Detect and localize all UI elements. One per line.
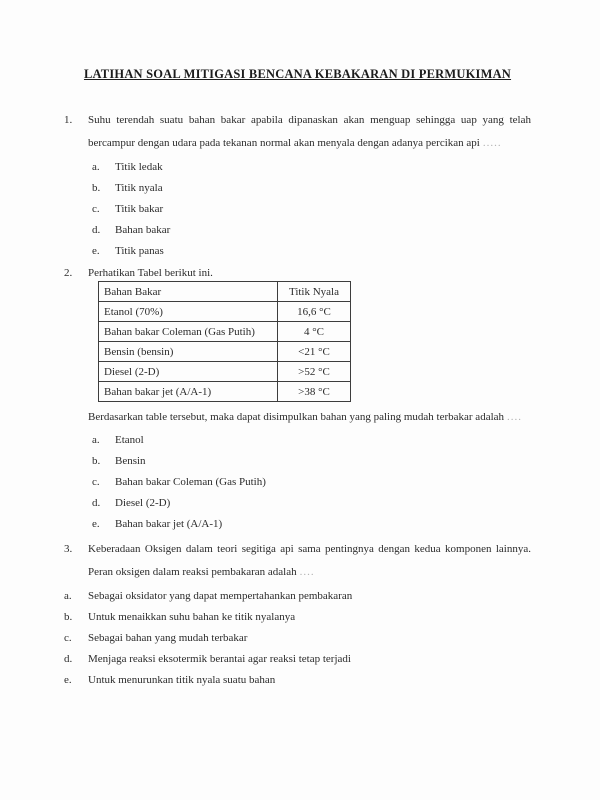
table-cell-flashpoint: >38 °C: [278, 382, 351, 402]
table-cell-fuel: Bahan bakar Coleman (Gas Putih): [99, 322, 278, 342]
question-2-row: [64, 262, 531, 285]
option-label: a.: [92, 434, 100, 446]
option-label: e.: [92, 245, 100, 257]
question-3-text-body: Keberadaan Oksigen dalam teori segitiga api sama pentingnya dengan kedua komponen lainnya. Peran oksigen dalam reaksi pembakaran adalah: [88, 543, 531, 578]
option-text: Titik nyala: [115, 182, 163, 194]
table-row: [99, 342, 351, 362]
option-label: a.: [64, 590, 72, 602]
table-header-bahan-bakar: Bahan Bakar: [99, 282, 278, 302]
table-row: [99, 302, 351, 322]
option-label: c.: [92, 203, 100, 215]
option-row: [64, 670, 531, 691]
option-text: Menjaga reaksi eksotermik berantai agar reaksi tetap terjadi: [88, 653, 351, 665]
table-cell-fuel: Bahan bakar jet (A/A-1): [99, 382, 278, 402]
table-cell-flashpoint: >52 °C: [278, 362, 351, 382]
flash-point-table: [98, 281, 351, 402]
table-header-titik-nyala: Titik Nyala: [278, 282, 351, 302]
option-text: Bensin: [115, 455, 146, 467]
option-row: [92, 241, 531, 262]
option-text: Diesel (2-D): [115, 497, 171, 509]
option-label: d.: [92, 497, 101, 509]
option-row: [64, 628, 531, 649]
table-cell-flashpoint: 4 °C: [278, 322, 351, 342]
option-row: [92, 178, 531, 199]
question-2-conclusion: [88, 406, 531, 429]
option-label: c.: [64, 632, 72, 644]
question-3: [64, 538, 531, 691]
question-1-options: [92, 157, 531, 262]
question-1-text-body: Suhu terendah suatu bahan bakar apabila dipanaskan akan menguap sehingga uap yang telah bercampur dengan udara pada tekanan normal akan menyala dengan adanya percikan api: [88, 114, 531, 149]
option-row: [64, 649, 531, 670]
question-3-row: [64, 538, 531, 584]
option-row: [92, 157, 531, 178]
question-1-text: [88, 109, 531, 155]
question-3-text: [88, 538, 531, 584]
answer-blank-dots: .....: [482, 137, 502, 149]
table-row: [99, 322, 351, 342]
table-cell-fuel: Diesel (2-D): [99, 362, 278, 382]
answer-blank-dots: ....: [299, 566, 315, 578]
option-label: e.: [64, 674, 72, 686]
option-text: Titik ledak: [115, 161, 163, 173]
option-row: [64, 586, 531, 607]
option-text: Untuk menaikkan suhu bahan ke titik nyalanya: [88, 611, 296, 623]
option-label: d.: [92, 224, 101, 236]
page-title: LATIHAN SOAL MITIGASI BENCANA KEBAKARAN DI PERMUKIMAN: [83, 67, 512, 81]
option-text: Titik bakar: [115, 203, 164, 215]
option-text: Untuk menurunkan titik nyala suatu bahan: [88, 674, 276, 686]
option-row: [92, 220, 531, 241]
question-1-row: [64, 109, 531, 155]
option-text: Bahan bakar: [115, 224, 171, 236]
option-text: Bahan bakar Coleman (Gas Putih): [115, 476, 266, 488]
question-2-options: [92, 430, 531, 535]
option-row: [92, 430, 531, 451]
question-2-number: 2.: [64, 267, 73, 279]
option-row: [64, 607, 531, 628]
option-label: d.: [64, 653, 73, 665]
option-text: Sebagai oksidator yang dapat mempertahankan pembakaran: [88, 590, 353, 602]
question-2: [64, 262, 531, 535]
option-row: [92, 514, 531, 535]
question-3-options: [64, 586, 531, 691]
option-text: Sebagai bahan yang mudah terbakar: [88, 632, 248, 644]
table-row: [99, 382, 351, 402]
table-row: [99, 362, 351, 382]
option-label: e.: [92, 518, 100, 530]
option-row: [92, 493, 531, 514]
option-row: [92, 199, 531, 220]
table-cell-flashpoint: <21 °C: [278, 342, 351, 362]
question-1-number: 1.: [64, 114, 73, 126]
option-label: a.: [92, 161, 100, 173]
question-2-text: Perhatikan Tabel berikut ini.: [88, 267, 213, 279]
option-text: Etanol: [115, 434, 144, 446]
option-label: b.: [92, 455, 101, 467]
option-label: b.: [64, 611, 73, 623]
option-row: [92, 451, 531, 472]
option-text: Bahan bakar jet (A/A-1): [115, 518, 223, 530]
option-label: b.: [92, 182, 101, 194]
answer-blank-dots: ....: [507, 411, 523, 423]
question-2-conclusion-body: Berdasarkan table tersebut, maka dapat disimpulkan bahan yang paling mudah terbakar adalah: [88, 411, 505, 423]
option-text: Titik panas: [115, 245, 164, 257]
option-row: [92, 472, 531, 493]
table-cell-fuel: Etanol (70%): [99, 302, 278, 322]
table-cell-fuel: Bensin (bensin): [99, 342, 278, 362]
question-3-number: 3.: [64, 543, 73, 555]
table-cell-flashpoint: 16,6 °C: [278, 302, 351, 322]
question-1: [64, 109, 531, 262]
option-label: c.: [92, 476, 100, 488]
